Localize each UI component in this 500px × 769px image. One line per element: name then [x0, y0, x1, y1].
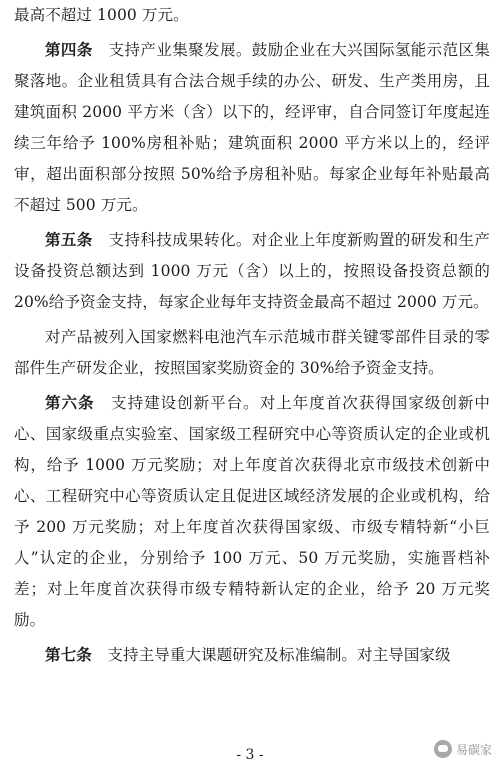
article-6: [14, 388, 490, 636]
wechat-icon: [434, 740, 452, 758]
article-4-text: 支持产业集聚发展。鼓励企业在大兴国际氢能示范区集聚落地。企业租赁具有合法合规手续的办公、研发、生产类用房，且建筑面积 2000 平方米（含）以下的，经评审，自合同签订年度起连续三年给予 100%房租补贴；建筑面积 2000 平方米以上的，经评审，超出面积部分按照 50%给予房租补贴。每家企业每年补贴最高不超过 500 万元。: [14, 41, 490, 214]
article-7-text: 支持主导重大课题研究及标准编制。对主导国家级: [91, 646, 451, 664]
article-7: [14, 640, 490, 671]
article-6-text: 支持建设创新平台。对上年度首次获得国家级创新中心、国家级重点实验室、国家级工程研究中心等资质认定的企业或机构，给予 1000 万元奖励；对上年度首次获得北京市级技术创新中心、工程研究中心等资质认定且促进区域经济发展的企业或机构，给予 200 万元奖励；对上年度首次获得国家级、市级专精特新“小巨人”认定的企业，分别给予 100 万元、50 万元奖励，实施晋档补差；对上年度首次获得市级专精特新认定的企业，给予 20 万元奖励。: [14, 394, 490, 629]
article-4: [14, 35, 490, 221]
article-5-text: 支持科技成果转化。对企业上年度新购置的研发和生产设备投资总额达到 1000 万元（含）以上的，按照设备投资总额的 20%给予资金支持，每家企业每年支持资金最高不超过 2000 万元。: [14, 231, 490, 311]
watermark-label: 易碳家: [455, 742, 492, 757]
paragraph-continuation: 最高不超过 1000 万元。: [14, 6, 189, 24]
document-page: [14, 0, 490, 671]
watermark: [434, 740, 492, 758]
article-5-paragraph-2: 对产品被列入国家燃料电池汽车示范城市群关键零部件目录的零部件生产研发企业，按照国家奖励资金的 30%给予资金支持。: [14, 328, 490, 377]
article-6-heading: 第六条: [45, 394, 95, 412]
article-5: [14, 225, 490, 318]
article-5-heading: 第五条: [45, 231, 93, 249]
article-4-heading: 第四条: [45, 41, 93, 59]
article-7-heading: 第七条: [45, 646, 92, 664]
page-number: - 3 -: [236, 747, 264, 763]
